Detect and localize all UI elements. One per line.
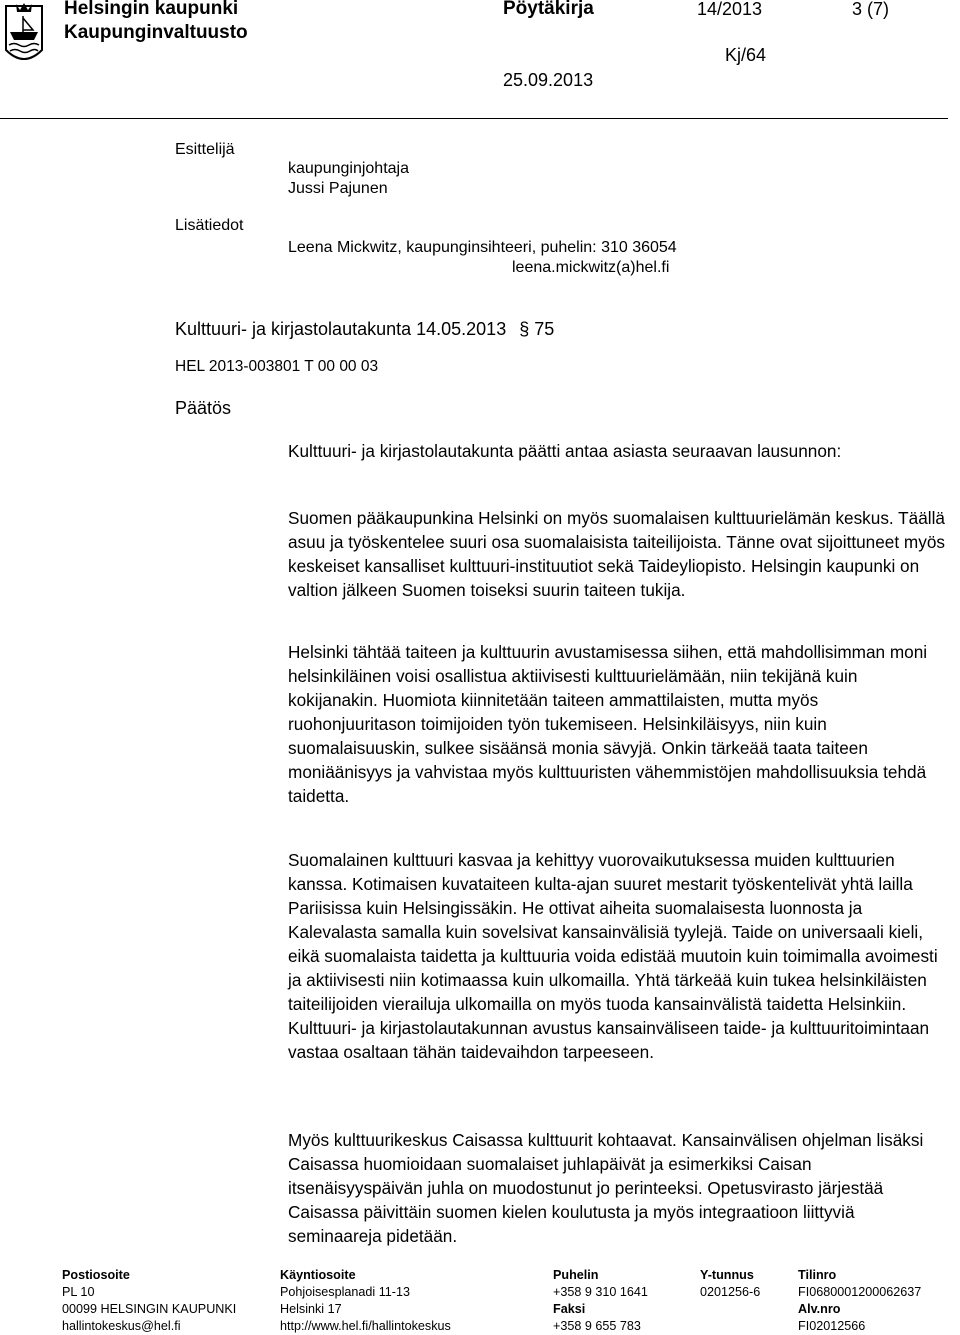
statement-paragraph-2: Helsinki tähtää taiteen ja kulttuurin avustamisessa siihen, että mahdollisimman moni helsinkiläinen voisi osallistua aktiivisesti kulttuurielämään, niin tekijänä kuin kokijanakin. Huomiota kiinnitetään taiteen ammattilaisten, mutta myös ruohonjuuritason toimijoiden työn tukemiseen. Helsinkiläisyys, niin kuin suomalaisuuskin, sulkee sisäänsä monia sävyjä. Onkin tärkeää taata taiteen moniäänisyys ja vahvistaa myös kulttuuristen vähemmistöjen mahdollisuuksia tehdä taidetta. [288, 642, 928, 806]
page-number: 3 (7) [852, 0, 890, 19]
decision-intro: Kulttuuri- ja kirjastolautakunta päätti antaa asiasta seuraavan lausunnon: [288, 441, 842, 461]
presenter-name: Jussi Pajunen [288, 180, 388, 197]
info-label: Lisätiedot [175, 217, 244, 234]
reference-code: Kj/64 [725, 45, 767, 65]
footer-website-link[interactable]: http://www.hel.fi/hallintokeskus [280, 1319, 451, 1333]
case-reference: HEL 2013-003801 T 00 00 03 [175, 358, 379, 375]
statement-paragraph-3: Suomalainen kulttuuri kasvaa ja kehittyy vuorovaikutuksessa muiden kulttuurien kanssa. Kotimaisen kuvataiteen kulta-ajan suuret mestarit työskentelivät yhtä lailla Pariisissa kuin Helsingissäkin. He ottivat aiheita suomalaisesta luonnosta ja Kalevalasta samalla kuin sovelsivat kansainvälisiä tyylejä. Taide on universaali kieli, eikä suomalaista taidetta ja kulttuuria voida edistää muutoin kuin toimimalla avoimesti ja aktiivisesti niin kotimaassa kuin ulkomailla. Yhtä tärkeää kuin tukea helsinkiläisten taiteilijoiden vierailuja ulkomailla on myös tuoda kansainvälistä taidetta Helsinkiin. Kulttuuri- ja kirjastolautakunnan avustus kansainväliseen taide- ja kulttuuritoimintaan vastaa osaltaan tähän taidevaihdon tarpeeseen. [288, 850, 938, 1062]
footer-fax-number: +358 9 655 783 [553, 1319, 641, 1333]
info-contact: Leena Mickwitz, kaupunginsihteeri, puhelin: 310 36054 [288, 239, 677, 256]
footer-phone-heading: Puhelin [553, 1268, 599, 1282]
section-heading [175, 319, 554, 340]
footer-fax-heading: Faksi [553, 1302, 586, 1316]
presenter-label: Esittelijä [175, 141, 235, 158]
footer-vat-heading: Alv.nro [798, 1302, 841, 1316]
body-name: Kaupunginvaltuusto [64, 22, 248, 43]
info-email: leena.mickwitz(a)hel.fi [512, 259, 670, 276]
header-divider [0, 118, 948, 119]
footer-account-number: FI0680001200062637 [798, 1285, 922, 1299]
doc-type: Pöytäkirja [503, 0, 594, 19]
footer-business-id-heading: Y-tunnus [700, 1268, 754, 1282]
footer-email-link[interactable]: hallintokeskus@hel.fi [62, 1319, 181, 1333]
org-name: Helsingin kaupunki [64, 0, 239, 19]
footer-business-id [700, 1267, 760, 1301]
footer-business-id-value: 0201256-6 [700, 1285, 761, 1299]
section-number: 75 [534, 319, 555, 339]
footer-visiting-line: Helsinki 17 [280, 1302, 342, 1316]
footer-account-heading: Tilinro [798, 1268, 837, 1282]
footer-phone-number: +358 9 310 1641 [553, 1285, 648, 1299]
footer-account [798, 1267, 921, 1335]
footer-vat-number: FI02012566 [798, 1319, 866, 1333]
decision-label: Päätös [175, 398, 232, 418]
presenter-title: kaupunginjohtaja [288, 160, 409, 177]
footer-postal [62, 1267, 236, 1335]
meeting-date: 25.09.2013 [503, 70, 594, 90]
section-mark: § [519, 319, 530, 339]
footer-visiting-heading: Käyntiosoite [280, 1268, 356, 1282]
footer-visiting-line: Pohjoisesplanadi 11-13 [280, 1285, 410, 1299]
footer-postal-heading: Postiosoite [62, 1268, 130, 1282]
section-heading-text: Kulttuuri- ja kirjastolautakunta 14.05.2013 [175, 319, 507, 339]
helsinki-crest-logo [2, 2, 46, 72]
footer-phone [553, 1267, 648, 1335]
doc-number: 14/2013 [697, 0, 763, 19]
statement-paragraph-1: Suomen pääkaupunkina Helsinki on myös suomalaisen kulttuurielämän keskus. Täällä asuu ja työskentelee suuri osa suomalaisista taiteilijoista. Tänne ovat sijoittuneet myös keskeiset kansalliset kulttuuri-instituutiot sekä Taideyliopisto. Helsingin kaupunki on valtion jälkeen Suomen toiseksi suurin taiteen tukija. [288, 508, 945, 600]
statement-paragraph-4: Myös kulttuurikeskus Caisassa kulttuurit kohtaavat. Kansainvälisen ohjelman lisäksi Caisassa huomioidaan suomalaiset juhlapäivät ja esimerkiksi Caisan itsenäisyyspäivän juhla on muodostunut jo perinteeksi. Opetusvirasto järjestää Caisassa päivittäin suomen kielen koulutusta ja myös integraatioon liittyviä seminaareja pidetään. [288, 1130, 924, 1246]
footer-postal-line: 00099 HELSINGIN KAUPUNKI [62, 1302, 237, 1316]
footer-visiting [280, 1267, 451, 1335]
footer-postal-line: PL 10 [62, 1285, 95, 1299]
